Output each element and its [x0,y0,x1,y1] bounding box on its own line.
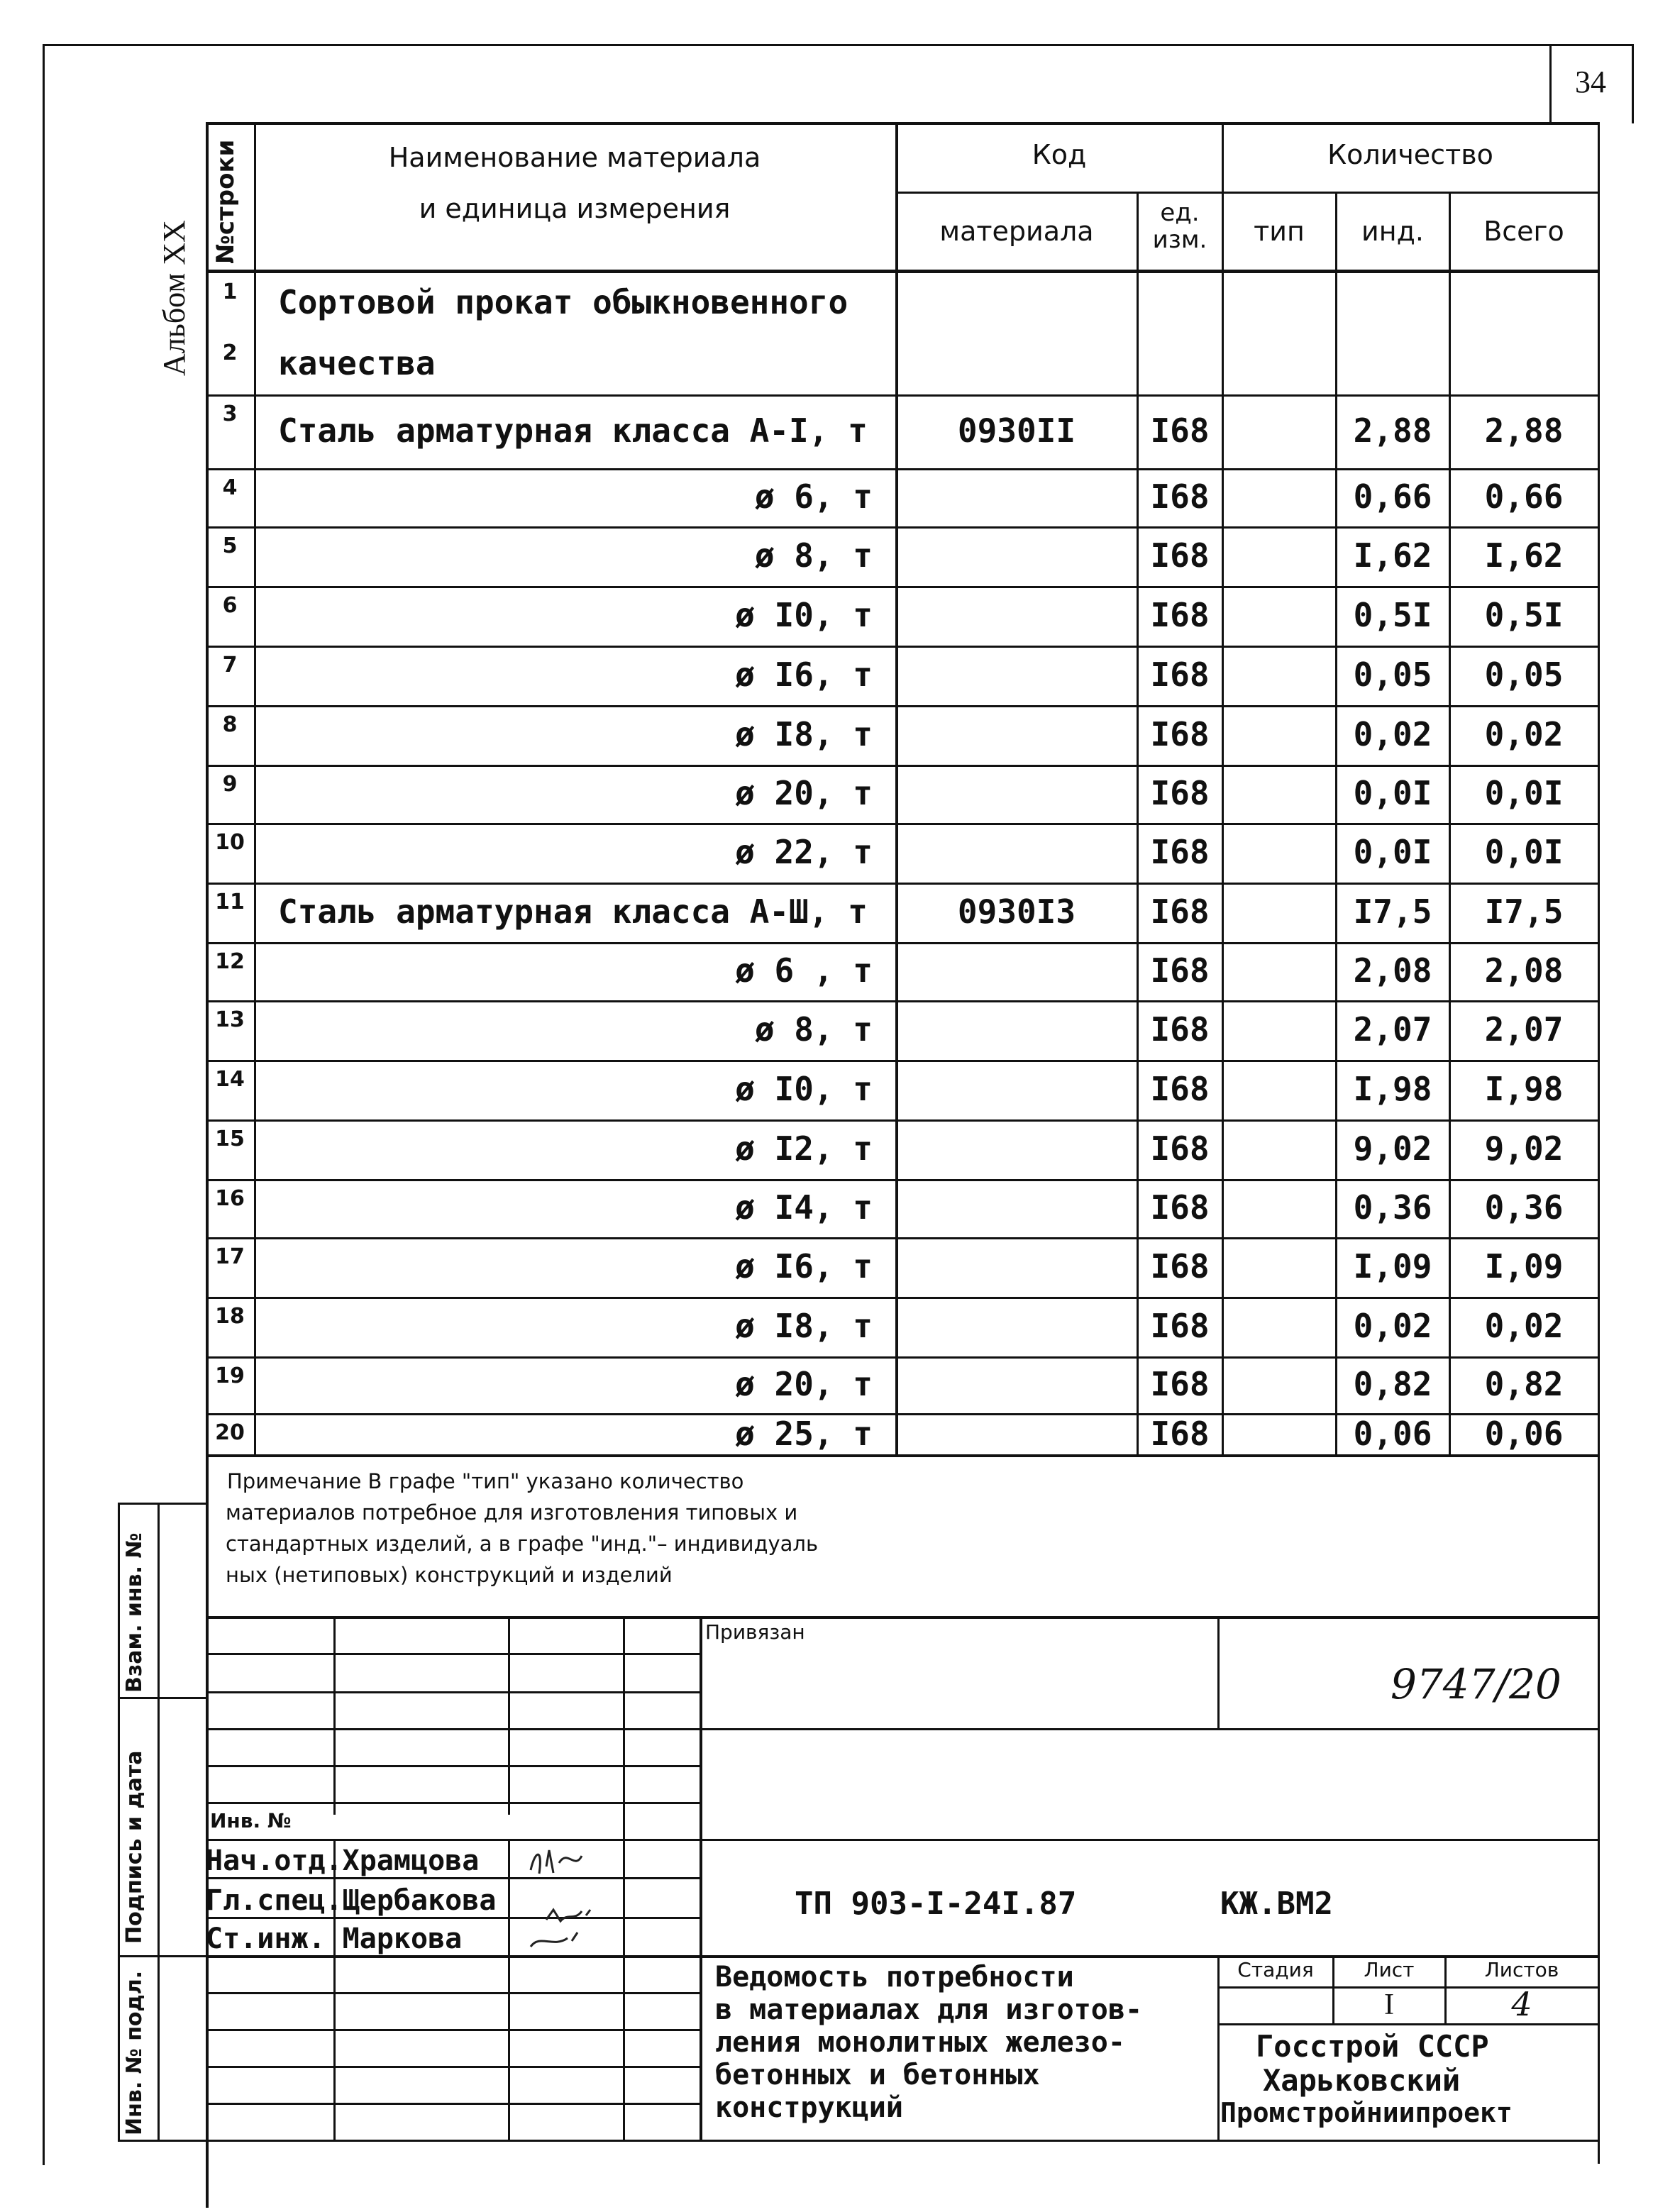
row-unit-code: I68 [1150,536,1210,575]
row-unit-code: I68 [1150,1010,1210,1049]
row-separator [206,394,1599,397]
row-unit-code: I68 [1150,1247,1210,1285]
signature-st-inzh: Ст.инж. Маркова [206,1923,463,1955]
row-separator [206,765,1599,767]
row-unit-code: I68 [1150,656,1210,694]
header-name-line1: Наименование материала [388,142,761,173]
album-label: Альбом XX [157,220,192,376]
header-ind: инд. [1361,216,1424,247]
signature-nach-otd: Нач.отд.Храмцова [206,1845,480,1877]
row-separator [206,1237,1599,1239]
row-ind-qty: 0,66 [1353,477,1432,516]
header-total: Всего [1483,216,1564,247]
row-material-name: качества [278,344,436,382]
row-separator [206,468,1599,470]
row-number: 14 [215,1067,245,1092]
header-row-no: №строки [211,139,240,264]
header-code: Код [1032,139,1087,170]
row-material-name: ø I8, т [735,1307,873,1345]
row-ind-qty: 2,88 [1353,411,1432,450]
row-ind-qty: 0,36 [1353,1188,1432,1227]
org-line1: Госстрой СССР [1256,2029,1489,2064]
sheets-value: 4 [1511,1985,1532,2023]
note-line1: Примечание В графе "тип" указано количество [227,1469,744,1493]
row-ind-qty: 0,02 [1353,1307,1432,1345]
row-number: 11 [215,890,245,914]
org-line3: Промстройниипроект [1220,2097,1513,2128]
row-unit-code: I68 [1150,477,1210,516]
row-number: 13 [215,1007,245,1032]
privyazan-label: Привязан [705,1620,805,1644]
row-separator [206,586,1599,588]
row-unit-code: I68 [1150,833,1210,871]
row-ind-qty: I,62 [1353,536,1432,575]
row-material-name: ø I0, т [735,1070,873,1108]
row-material-name: Сортовой прокат обыкновенного [278,283,848,321]
row-ind-qty: 0,5I [1353,596,1432,634]
row-unit-code: I68 [1150,951,1210,990]
row-separator [206,1297,1599,1299]
row-ind-qty: 0,06 [1353,1415,1432,1453]
row-separator [206,1000,1599,1002]
row-material-name: ø I4, т [735,1188,873,1227]
header-unit-line1: ед. [1160,199,1200,227]
doc-title: Ведомость потребности в материалах для изготов- ления монолитных железо- бетонных и бетонных конструкций [715,1961,1143,2124]
row-number: 1 [222,280,238,304]
row-separator [206,1060,1599,1062]
row-number: 18 [215,1304,245,1329]
row-ind-qty: 0,0I [1353,774,1432,812]
row-number: 9 [222,772,238,797]
stage-label: Стадия [1237,1958,1314,1981]
row-material-name: ø I8, т [735,715,873,753]
row-material-name: ø 25, т [735,1415,873,1453]
row-material-name: ø 6, т [754,477,873,516]
row-unit-code: I68 [1150,715,1210,753]
row-number: 7 [222,653,238,678]
row-total-qty: I,09 [1484,1247,1564,1285]
row-material-name: ø I0, т [735,596,873,634]
row-material-name: Сталь арматурная класса А-I, т [278,411,868,450]
note-line4: ных (нетиповых) конструкций и изделий [226,1563,673,1587]
header-material: материала [939,216,1094,247]
row-unit-code: I68 [1150,892,1210,931]
row-number: 15 [215,1127,245,1151]
note-line2: материалов потребное для изготовления типовых и [226,1500,798,1525]
row-material-name: ø I6, т [735,656,873,694]
row-ind-qty: 2,08 [1353,951,1432,990]
row-unit-code: I68 [1150,1188,1210,1227]
row-number: 20 [215,1420,245,1445]
row-total-qty: 0,66 [1484,477,1564,516]
note-line3: стандартных изделий, а в графе "инд."– индивидуаль [226,1532,819,1556]
row-total-qty: 0,06 [1484,1415,1564,1453]
doc-mark: КЖ.ВМ2 [1220,1886,1333,1922]
row-unit-code: I68 [1150,1070,1210,1108]
header-quantity: Количество [1327,139,1493,170]
row-number: 19 [215,1364,245,1388]
sheet-label: Лист [1364,1958,1415,1981]
row-number: 12 [215,949,245,974]
row-unit-code: I68 [1150,596,1210,634]
row-unit-code: I68 [1150,1415,1210,1453]
row-total-qty: 0,02 [1484,715,1564,753]
page-number: 34 [1575,65,1606,99]
handwritten-number: 9747/20 [1391,1660,1561,1708]
signature-gl-spec: Гл.спец.Щербакова [206,1884,497,1917]
row-material-code: 0930I3 [957,892,1076,931]
row-ind-qty: I,98 [1353,1070,1432,1108]
row-number: 17 [215,1244,245,1269]
side-label-vzam-inv: Взам. инв. № [122,1532,147,1693]
row-material-name: ø 22, т [735,833,873,871]
row-total-qty: 0,0I [1484,774,1564,812]
row-number: 5 [222,533,238,558]
row-number: 8 [222,712,238,737]
row-total-qty: 0,82 [1484,1365,1564,1403]
row-unit-code: I68 [1150,774,1210,812]
row-separator [206,942,1599,944]
row-separator [206,646,1599,648]
row-separator [206,1179,1599,1181]
row-ind-qty: 2,07 [1353,1010,1432,1049]
row-unit-code: I68 [1150,1307,1210,1345]
row-material-name: ø 8, т [754,536,873,575]
side-label-podpis-data: Подпись и дата [122,1750,147,1944]
row-unit-code: I68 [1150,411,1210,450]
row-unit-code: I68 [1150,1365,1210,1403]
row-total-qty: 0,36 [1484,1188,1564,1227]
row-number: 4 [222,475,238,500]
row-material-name: ø I6, т [735,1247,873,1285]
row-ind-qty: 0,05 [1353,656,1432,694]
row-number: 3 [222,402,238,426]
row-material-code: 0930II [957,411,1076,450]
row-total-qty: 0,5I [1484,596,1564,634]
row-total-qty: 0,05 [1484,656,1564,694]
row-separator [206,705,1599,707]
row-ind-qty: 9,02 [1353,1129,1432,1168]
sheets-label: Листов [1484,1958,1559,1981]
row-separator [206,823,1599,825]
row-material-name: ø 20, т [735,1365,873,1403]
row-total-qty: 0,0I [1484,833,1564,871]
row-total-qty: 2,07 [1484,1010,1564,1049]
row-material-name: ø I2, т [735,1129,873,1168]
row-number: 6 [222,593,238,618]
row-material-name: ø 20, т [735,774,873,812]
row-ind-qty: I7,5 [1353,892,1432,931]
sheet-value: I [1384,1989,1394,2021]
row-total-qty: 2,88 [1484,411,1564,450]
row-ind-qty: 0,0I [1353,833,1432,871]
row-total-qty: 2,08 [1484,951,1564,990]
side-label-inv-podl: Инв. № подл. [122,1970,147,2135]
row-total-qty: I7,5 [1484,892,1564,931]
row-number: 16 [215,1186,245,1211]
row-unit-code: I68 [1150,1129,1210,1168]
org-line2: Харьковский [1263,2063,1461,2098]
doc-code: ТП 903-I-24I.87 [795,1886,1077,1922]
row-total-qty: 9,02 [1484,1129,1564,1168]
row-material-name: ø 8, т [754,1010,873,1049]
row-material-name: Сталь арматурная класса А-Ш, т [278,892,868,931]
row-ind-qty: 0,82 [1353,1365,1432,1403]
header-type: тип [1254,216,1305,247]
row-separator [206,526,1599,529]
row-total-qty: I,62 [1484,536,1564,575]
row-separator [206,883,1599,885]
row-ind-qty: 0,02 [1353,715,1432,753]
row-total-qty: 0,02 [1484,1307,1564,1345]
row-number: 10 [215,830,245,855]
row-number: 2 [222,341,238,365]
signatures-image [525,1842,624,1948]
row-separator [206,1119,1599,1122]
header-unit-line2: изм. [1152,226,1207,254]
row-separator [206,1356,1599,1359]
header-name-line2: и единица измерения [419,193,731,224]
row-total-qty: I,98 [1484,1070,1564,1108]
row-ind-qty: I,09 [1353,1247,1432,1285]
row-material-name: ø 6 , т [735,951,873,990]
inv-no-label: Инв. № [210,1809,292,1832]
